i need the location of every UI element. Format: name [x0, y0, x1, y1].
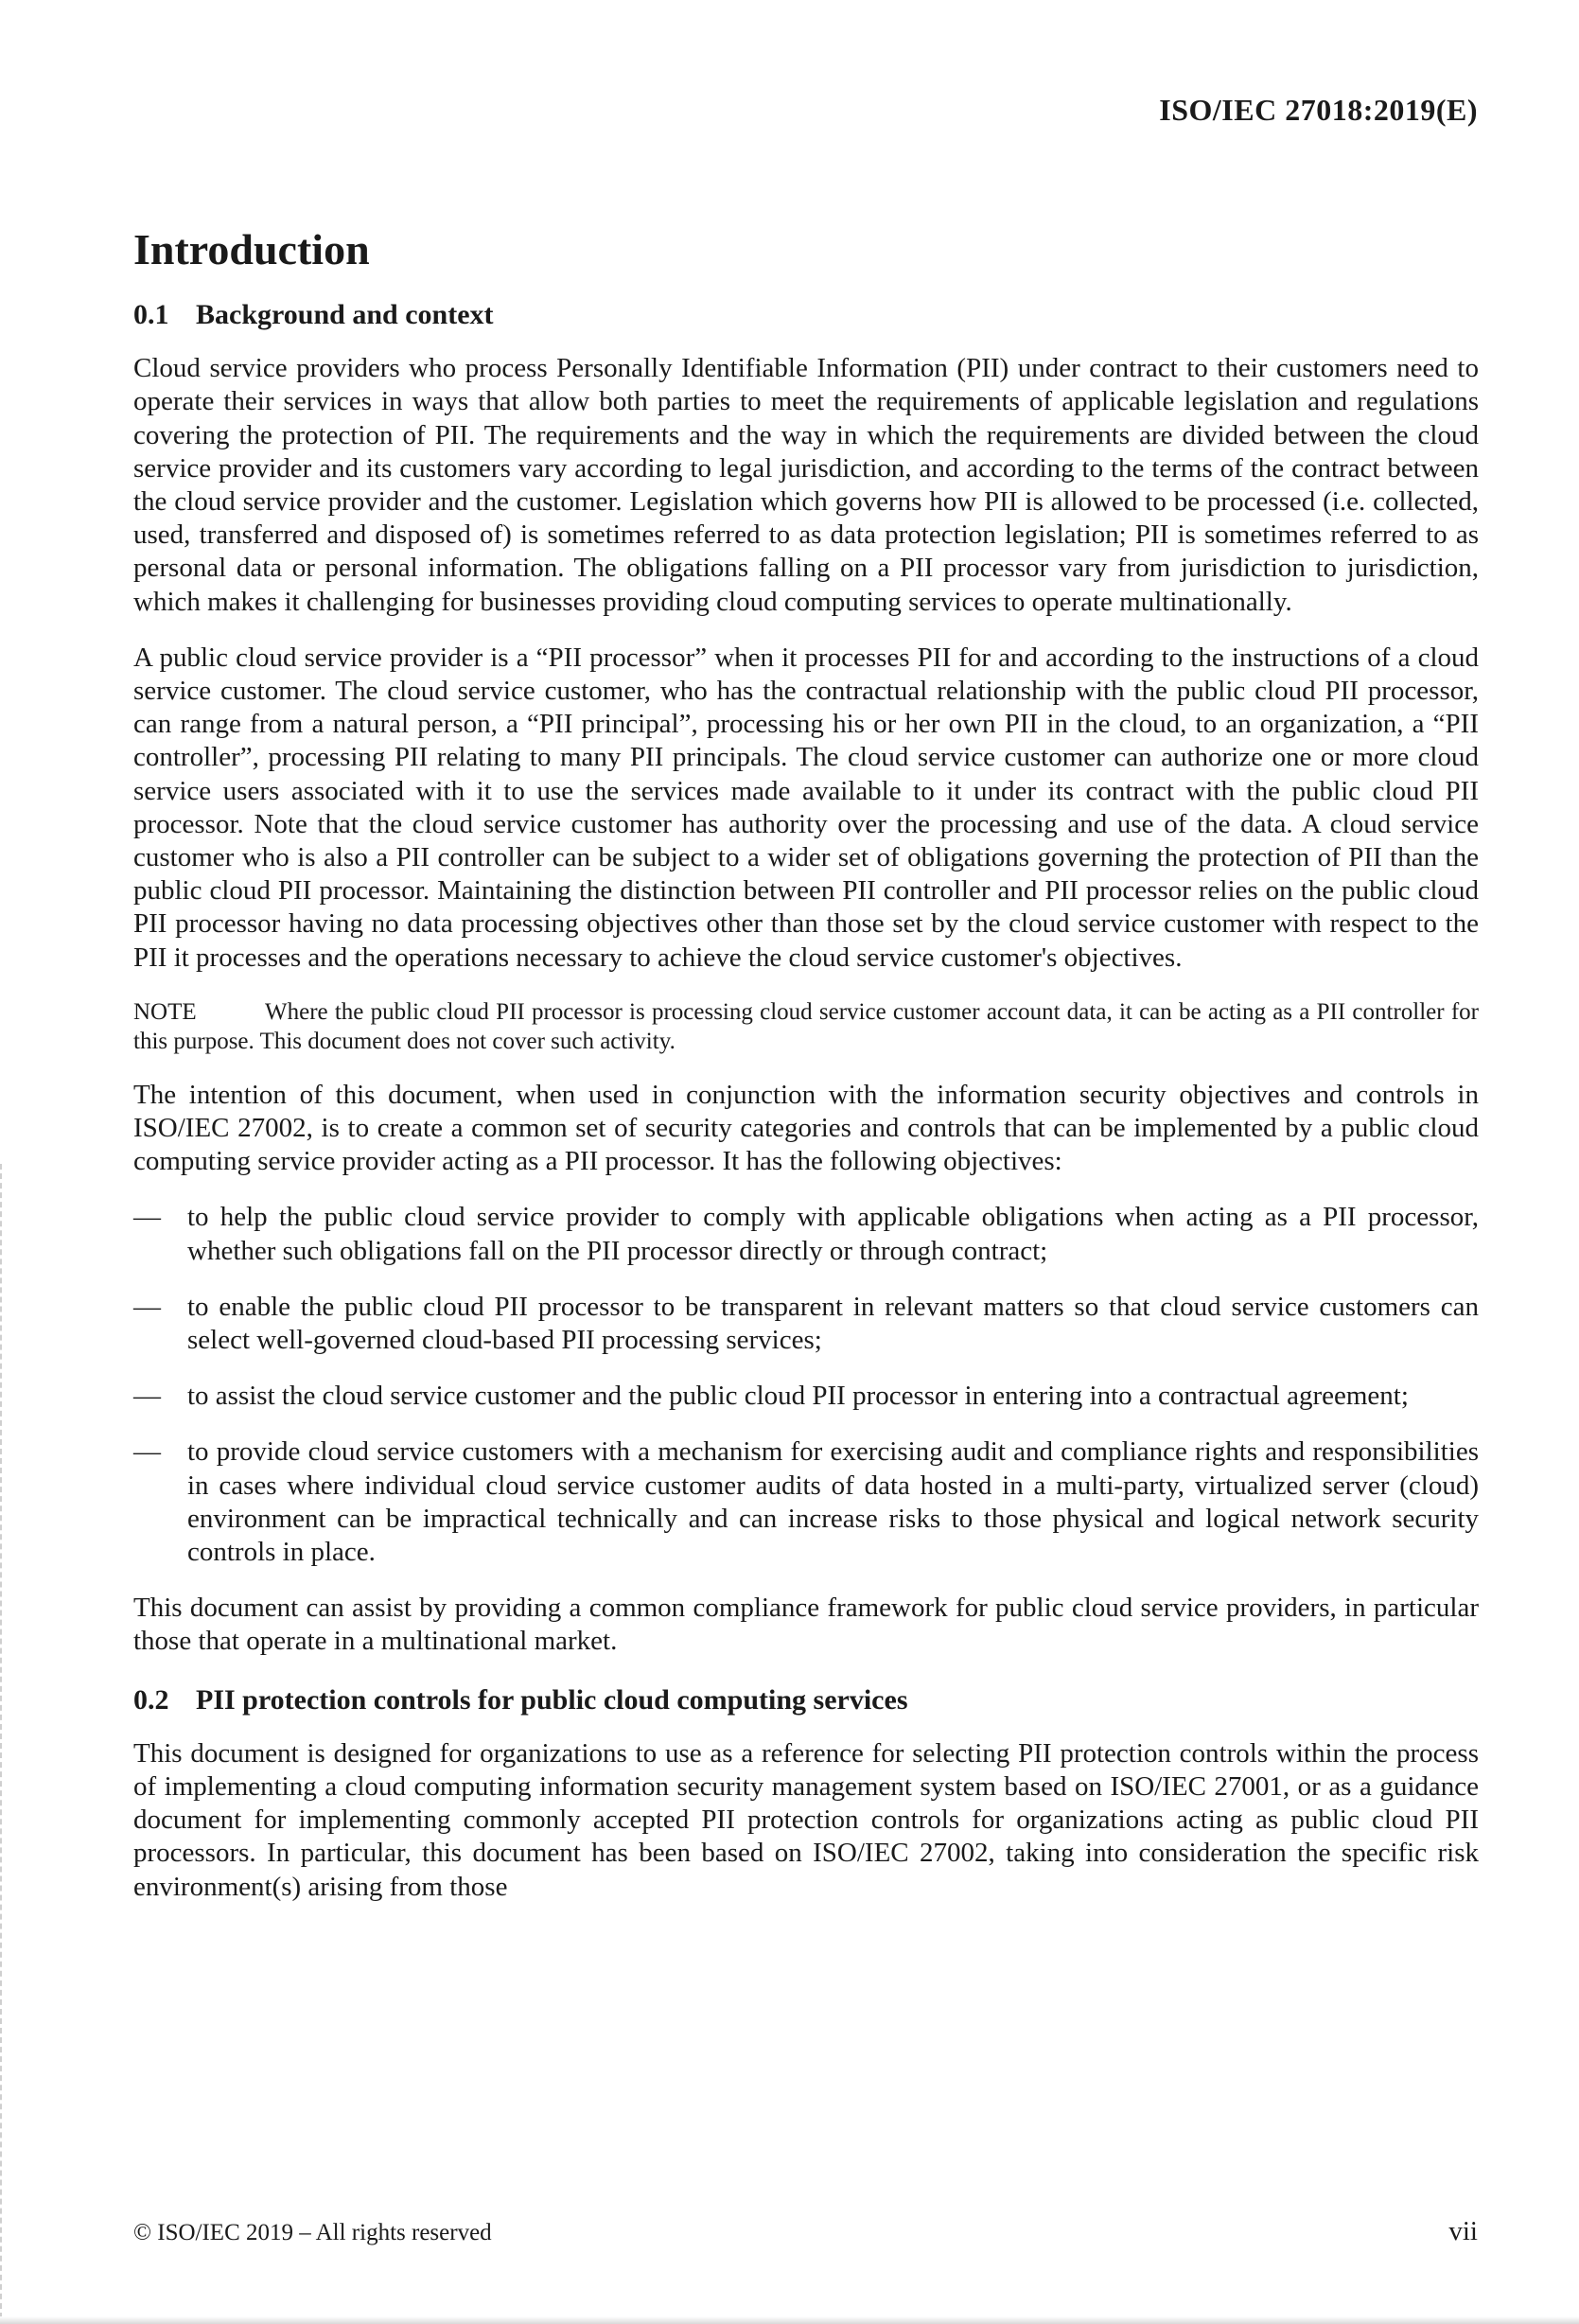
objectives-list — [133, 1201, 1479, 1569]
section-title: Background and context — [196, 299, 494, 331]
section-title: PII protection controls for public cloud computing services — [196, 1683, 908, 1716]
list-item-text: to help the public cloud service provider to comply with applicable obligations when acting as a PII processor, whether such obligations fall on the PII processor directly or through contract; — [187, 1202, 1479, 1266]
section-heading-0-2 — [133, 1681, 1479, 1718]
list-item — [133, 1380, 1479, 1413]
list-dash: — — [133, 1291, 161, 1322]
paragraph: The intention of this document, when used in conjunction with the information security objectives and controls in ISO/IEC 27002, is to create a common set of security categories and controls that can be implemented by a public cloud computing service provider acting as a PII processor. It has the following objectives: — [133, 1079, 1479, 1177]
page-number: vii — [1448, 2216, 1478, 2246]
list-item-text: to assist the cloud service customer and the public cloud PII processor in entering into a contractual agreement; — [187, 1381, 1409, 1412]
list-dash: — — [133, 1436, 161, 1468]
footer-copyright: © ISO/IEC 2019 – All rights reserved — [133, 2220, 492, 2245]
page-title: Introduction — [133, 225, 370, 273]
paragraph: This document can assist by providing a common compliance framework for public cloud service providers, in particular those that operate in a multinational market. — [133, 1593, 1479, 1657]
list-dash: — — [133, 1381, 161, 1412]
list-dash: — — [133, 1202, 161, 1233]
list-item — [133, 1435, 1479, 1569]
paragraph: Cloud service providers who process Personally Identifiable Information (PII) under contract to their customers need to operate their services in ways that allow both parties to meet the requirements of applicable legislation and regulations covering the protection of PII. The requirements and the way in which the requirements are divided between the cloud service provider and its customers vary according to legal jurisdiction, and according to the terms of the contract between the cloud service provider and the customer. Legislation which governs how PII is allowed to be processed (i.e. collected, used, transferred and disposed of) is sometimes referred to as data protection legislation; PII is sometimes referred to as personal data or personal information. The obligations falling on a PII processor vary from jurisdiction to jurisdiction, which makes it challenging for businesses providing cloud computing services to operate multinationally. — [133, 353, 1479, 617]
list-item-text: to enable the public cloud PII processor to be transparent in relevant matters so that cloud service customers can select well-governed cloud-based PII processing services; — [187, 1291, 1479, 1356]
page-edge-marks — [0, 1164, 5, 2318]
page-content — [133, 223, 1479, 1927]
list-item — [133, 1291, 1479, 1357]
note-text: Where the public cloud PII processor is processing cloud service customer account data, it can be acting as a PII controller for this purpose. This document does not cover such activity. — [133, 998, 1479, 1054]
note — [133, 997, 1479, 1056]
page-bottom-edge — [0, 2316, 1579, 2324]
paragraph: A public cloud service provider is a “PII processor” when it processes PII for and according to the instructions of a cloud service customer. The cloud service customer, who has the contractual relationship with the public cloud PII processor, can range from a natural person, a “PII principal”, processing his or her own PII in the cloud, to an organization, a “PII controller”, processing PII relating to many PII principals. The cloud service customer can authorize one or more cloud service users associated with it to use the services made available to it under its contract with the public cloud PII processor. Note that the cloud service customer has authority over the processing and use of the data. A cloud service customer who is also a PII controller can be subject to a wider set of obligations governing the protection of PII than the public cloud PII processor. Maintaining the distinction between PII controller and PII processor relies on the public cloud PII processor having no data processing objectives other than those set by the cloud service customer with respect to the PII it processes and the operations necessary to achieve the cloud service customer's objectives. — [133, 642, 1479, 973]
section-number: 0.2 — [133, 1683, 169, 1716]
document-code: ISO/IEC 27018:2019(E) — [1159, 93, 1478, 127]
section-heading-0-1 — [133, 296, 1479, 333]
section-number: 0.1 — [133, 299, 169, 331]
list-item-text: to provide cloud service customers with a mechanism for exercising audit and compliance rights and responsibilities in cases where individual cloud service customer audits of data hosted in a multi-party, virtualized server (cloud) environment can be impractical technically and can increase risks to those physical and logical network security controls in place. — [187, 1436, 1479, 1568]
list-item — [133, 1201, 1479, 1267]
note-label: NOTE — [133, 998, 197, 1025]
paragraph: This document is designed for organizations to use as a reference for selecting PII protection controls within the process of implementing a cloud computing information security management system based on ISO/IEC 27001, or as a guidance document for implementing commonly accepted PII protection controls for organizations acting as public cloud PII processors. In particular, this document has been based on ISO/IEC 27002, taking into consideration the specific risk environment(s) arising from those — [133, 1737, 1479, 1902]
